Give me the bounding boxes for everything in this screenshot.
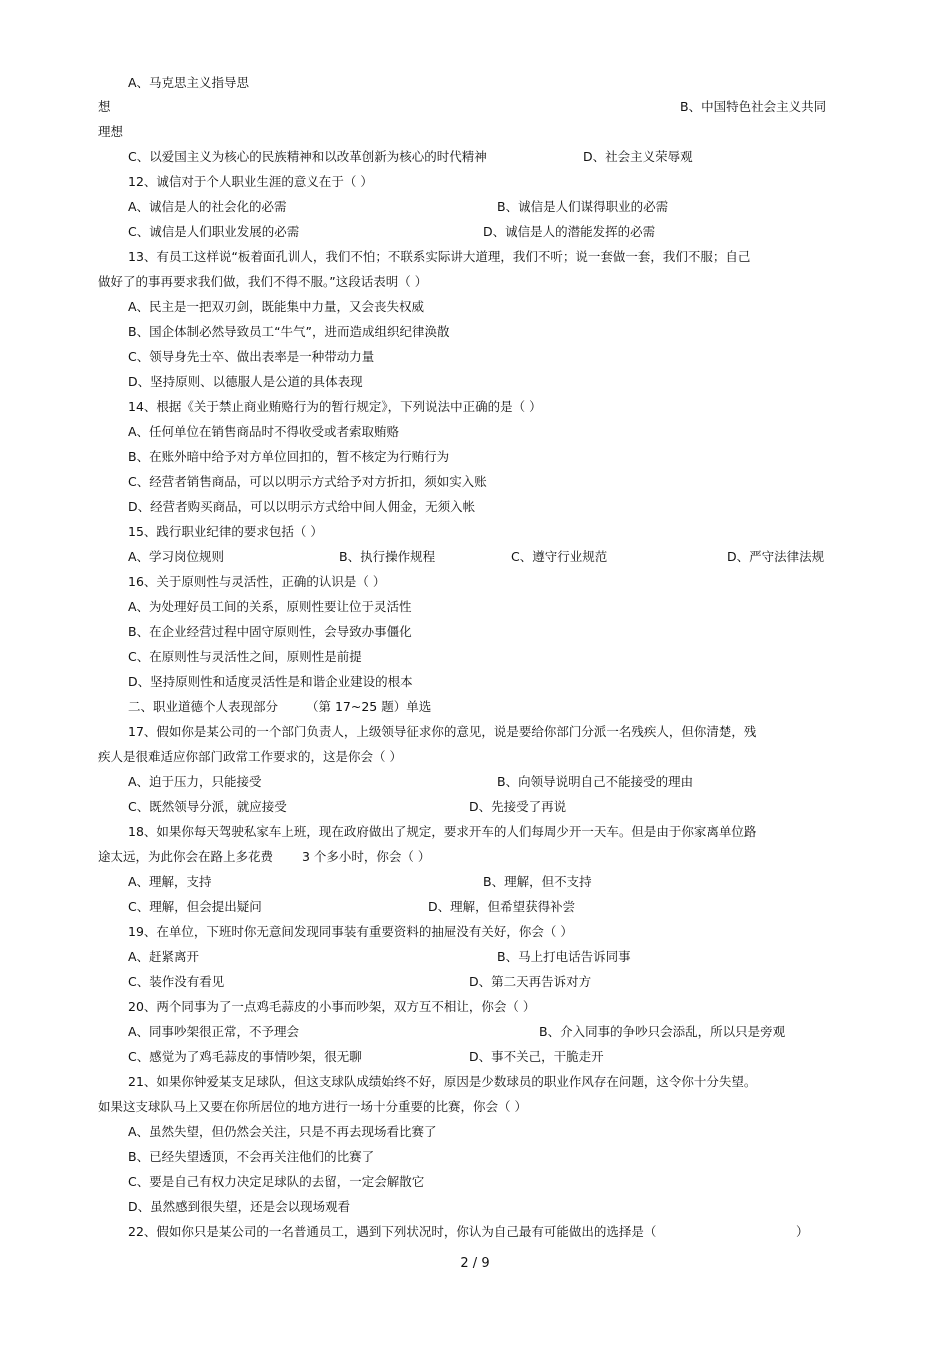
q15-stem: 15、践行职业纪律的要求包括（ ） [128,524,323,539]
q16-option-c: C、在原则性与灵活性之间，原则性是前提 [128,649,362,664]
q15-option-a: A、学习岗位规则 [128,549,225,564]
q20-stem: 20、两个同事为了一点鸡毛蒜皮的小事而吵架，双方互不相让，你会（ ） [128,999,536,1014]
q11-option-b: B、中国特色社会主义共同 [680,99,827,114]
q21-option-b: B、已经失望透顶，不会再关注他们的比赛了 [128,1149,375,1164]
q20-option-a: A、同事吵架很正常，不予理会 [128,1024,300,1039]
q19-option-c: C、装作没有看见 [128,974,225,989]
q12-stem: 12、诚信对于个人职业生涯的意义在于（ ） [128,174,373,189]
q13-option-a: A、民主是一把双刃剑，既能集中力量，又会丧失权威 [128,299,425,314]
q22-stem-closing-paren: ） [796,1224,809,1239]
q16-option-d: D、坚持原则性和适度灵活性是和谐企业建设的根本 [128,674,413,689]
q15-option-b: B、执行操作规程 [339,549,436,564]
q11-option-d: D、社会主义荣辱观 [583,149,693,164]
q14-option-a: A、任何单位在销售商品时不得收受或者索取贿赂 [128,424,400,439]
q13-stem-line1: 13、有员工这样说“板着面孔训人，我们不怕；不联系实际讲大道理，我们不听；说一套做一套，我们不服；自己 [128,249,751,264]
section2-note: （第 17~25 题）单选 [306,699,432,714]
q18-option-d: D、理解，但希望获得补尝 [428,899,576,914]
q17-stem-line1: 17、假如你是某公司的一个部门负责人，上级领导征求你的意见，说是要给你部门分派一名残疾人，但你清楚，残 [128,724,757,739]
q21-option-a: A、虽然失望，但仍然会关注，只是不再去现场看比赛了 [128,1124,437,1139]
q17-stem-line2: 疾人是很难适应你部门政常工作要求的，这是你会（ ） [98,749,402,764]
q22-stem: 22、假如你只是某公司的一名普通员工，遇到下列状况时，你认为自己最有可能做出的选择是（ [128,1224,657,1239]
q19-option-b: B、马上打电话告诉同事 [497,949,631,964]
q16-stem: 16、关于原则性与灵活性，正确的认识是（ ） [128,574,386,589]
q12-option-c: C、诚信是人们职业发展的必需 [128,224,300,239]
q21-option-d: D、虽然感到很失望，还是会以现场观看 [128,1199,351,1214]
q19-stem: 19、在单位，下班时你无意间发现同事装有重要资料的抽屉没有关好，你会（ ） [128,924,573,939]
q17-option-d: D、先接受了再说 [469,799,567,814]
q14-stem: 14、根据《关于禁止商业贿赂行为的暂行规定》，下列说法中正确的是（ ） [128,399,542,414]
q17-option-c: C、既然领导分派，就应接受 [128,799,287,814]
q14-option-d: D、经营者购买商品，可以以明示方式给中间人佣金，无须入帐 [128,499,476,514]
q14-option-c: C、经营者销售商品，可以以明示方式给予对方折扣，须如实入账 [128,474,487,489]
q19-option-d: D、第二天再告诉对方 [469,974,592,989]
q15-option-d: D、严守法律法规 [727,549,825,564]
q11-option-b-wrap: 理想 [98,124,124,139]
q17-option-a: A、迫于压力，只能接受 [128,774,262,789]
q12-option-b: B、诚信是人们谋得职业的必需 [497,199,669,214]
q14-option-b: B、在账外暗中给予对方单位回扣的，暂不核定为行贿行为 [128,449,450,464]
q13-option-b: B、国企体制必然导致员工“牛气”，进而造成组织纪律涣散 [128,324,450,339]
q16-option-a: A、为处理好员工间的关系，原则性要让位于灵活性 [128,599,412,614]
q17-option-b: B、向领导说明自己不能接受的理由 [497,774,694,789]
section2-title: 二、职业道德个人表现部分 [128,699,279,714]
q18-option-b: B、理解，但不支持 [483,874,592,889]
q18-stem-line1: 18、如果你每天驾驶私家车上班，现在政府做出了规定，要求开车的人们每周少开一天车。但是由于你家离单位路 [128,824,757,839]
q20-option-c: C、感觉为了鸡毛蒜皮的事情吵架，很无聊 [128,1049,362,1064]
q20-option-b: B、介入同事的争吵只会添乱，所以只是旁观 [539,1024,786,1039]
q15-option-c: C、遵守行业规范 [511,549,608,564]
q18-option-a: A、理解，支持 [128,874,212,889]
q12-option-d: D、诚信是人的潜能发挥的必需 [483,224,656,239]
q13-option-d: D、坚持原则、以德服人是公道的具体表现 [128,374,363,389]
q13-option-c: C、领导身先士卒、做出表率是一种带动力量 [128,349,375,364]
q21-option-c: C、要是自己有权力决定足球队的去留，一定会解散它 [128,1174,425,1189]
q20-option-d: D、事不关己，干脆走开 [469,1049,604,1064]
q11-option-c: C、以爱国主义为核心的民族精神和以改革创新为核心的时代精神 [128,149,487,164]
page-number: 2 / 9 [460,1256,490,1271]
q11-option-a: A、马克思主义指导思 [128,75,250,90]
q18-stem-line2b: 3 个多小时，你会（ ） [302,849,431,864]
q21-stem-line1: 21、如果你钟爱某支足球队，但这支球队成绩始终不好，原因是少数球员的职业作风存在问题，这令你十分失望。 [128,1074,757,1089]
q13-stem-line2: 做好了的事再要求我们做，我们不得不服。”这段话表明（ ） [98,274,428,289]
q16-option-b: B、在企业经营过程中固守原则性，会导致办事僵化 [128,624,412,639]
q19-option-a: A、赶紧离开 [128,949,200,964]
q11-option-a-wrap: 想 [98,99,111,114]
q21-stem-line2: 如果这支球队马上又要在你所居位的地方进行一场十分重要的比赛，你会（ ） [98,1099,527,1114]
q18-option-c: C、理解，但会提出疑问 [128,899,262,914]
q12-option-a: A、诚信是人的社会化的必需 [128,199,287,214]
q18-stem-line2a: 途太远，为此你会在路上多花费 [98,849,274,864]
